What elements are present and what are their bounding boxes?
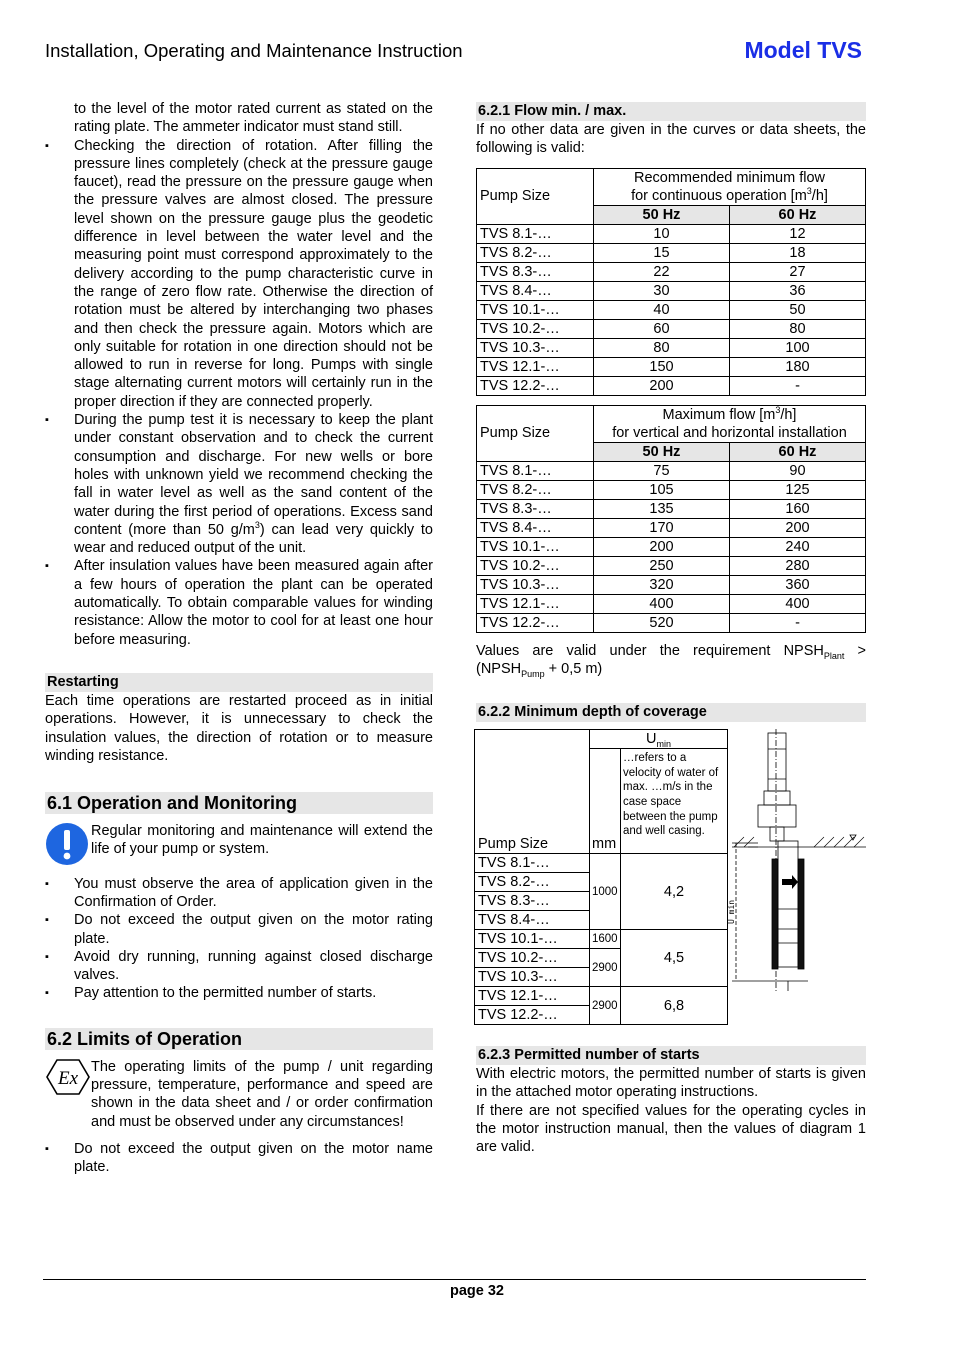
pump-size-cell: TVS 8.2-…	[477, 243, 594, 262]
value-60hz-cell: 200	[729, 518, 865, 537]
title-line-2a: for continuous operation [m	[631, 187, 807, 204]
max-flow-rows	[477, 461, 866, 632]
list-item: ▪ Checking the direction of rotation. After filling the pressure lines completely (check at the pressure gauge faucet), read the pressure on the pressure gauge when the pressure valves are almost closed. The pressure level shown on the pressure gauge plus the geodetic difference in level between the water level and the measuring point must correspond approximately to the delivery according to the pump characteristic curve in the range of zero flow rate. Otherwise the direction of rotation must be altered by interchanging two phases and then check the pressure again. Motors which are only suitable for rotation in one direction should not be allowed to run in reverse for long. Pumps with single stage alternating current motors will certainly run in the proper direction if they are connected properly.	[45, 137, 433, 411]
title-line-1: Recommended minimum flow	[634, 169, 825, 186]
max-flow-table	[476, 405, 866, 633]
min-flow-title	[594, 168, 866, 205]
table-row: TVS 8.2-…	[475, 873, 590, 892]
coverage-heading: 6.2.2 Minimum depth of coverage	[476, 703, 866, 722]
title-sup: 3	[806, 185, 812, 196]
continued-text: to the level of the motor rated current as stated on the rating plate. The ammeter indicator must stand still.	[74, 101, 433, 136]
value-60hz-cell: 160	[729, 499, 865, 518]
title-sup: 3	[775, 404, 781, 415]
value-50hz-cell: 200	[594, 537, 730, 556]
pump-size-cell: TVS 8.3-…	[477, 262, 594, 281]
list-item: ▪ Pay attention to the permitted number of starts.	[45, 984, 433, 1002]
footer-divider	[43, 1279, 866, 1280]
header-60hz: 60 Hz	[729, 205, 865, 224]
list-item: ▪ Do not exceed the output given on the motor rating plate.	[45, 911, 433, 948]
table-row	[477, 281, 866, 300]
table-row	[477, 262, 866, 281]
page-number: page 32	[450, 1283, 504, 1299]
list-item: ▪ Do not exceed the output given on the motor name plate.	[45, 1140, 433, 1177]
monitoring-notice	[45, 822, 433, 859]
table-row	[477, 376, 866, 395]
value-60hz-cell: 180	[729, 357, 865, 376]
mm-value: 1000	[590, 854, 621, 930]
npsh-note	[476, 642, 866, 679]
value-60hz-cell: -	[729, 376, 865, 395]
value-60hz-cell: 400	[729, 594, 865, 613]
velocity-note: …refers to a velocity of water of max. …m/s in the case space between the pump and well casing.	[621, 749, 728, 854]
header-50hz: 50 Hz	[594, 442, 730, 461]
table-row	[477, 461, 866, 480]
mm-value: 2900	[590, 987, 621, 1025]
table-row: TVS 10.3-…	[475, 968, 590, 987]
table-row	[477, 243, 866, 262]
min-flow-rows	[477, 224, 866, 395]
value-50hz-cell: 22	[594, 262, 730, 281]
table-row	[477, 480, 866, 499]
table-row	[477, 556, 866, 575]
table-row: TVS 8.4-…	[475, 911, 590, 930]
right-column	[476, 102, 866, 1157]
speed-value: 4,5	[621, 930, 728, 987]
value-60hz-cell: 50	[729, 300, 865, 319]
coverage-block	[476, 729, 866, 1025]
col-pump-size: Pump Size	[475, 730, 590, 854]
pump-size-cell: TVS 8.4-…	[477, 281, 594, 300]
list-item: ▪ You must observe the area of application given in the Confirmation of Order.	[45, 875, 433, 912]
starts-text-1: With electric motors, the permitted number of starts is given in the attached motor operating instructions.	[476, 1066, 866, 1101]
list-item: ▪ After insulation values have been measured again after a few hours of operation the plant can be operated automatically. To obtain comparable values for winding resistance: Allow the motor to cool for at least one hour before measuring.	[45, 557, 433, 648]
limits-list	[45, 1140, 433, 1177]
pump-size-cell: TVS 8.4-…	[477, 518, 594, 537]
npsh-sub-pump: Pump	[521, 668, 545, 679]
pump-size-cell: TVS 8.1-…	[477, 461, 594, 480]
model-title: Model TVS	[744, 37, 862, 63]
value-50hz-cell: 170	[594, 518, 730, 537]
value-50hz-cell: 30	[594, 281, 730, 300]
pump-size-cell: TVS 10.2-…	[477, 556, 594, 575]
value-50hz-cell: 10	[594, 224, 730, 243]
value-60hz-cell: 360	[729, 575, 865, 594]
value-60hz-cell: 100	[729, 338, 865, 357]
value-50hz-cell: 400	[594, 594, 730, 613]
value-60hz-cell: 240	[729, 537, 865, 556]
pump-size-cell: TVS 10.2-…	[477, 319, 594, 338]
table-row	[477, 357, 866, 376]
u-label: U	[646, 731, 657, 748]
sand-text-a: During the pump test it is necessary to keep the plant under constant observation and to check the current consumption and discharge. For new wells or bore holes with unknown yield we recommend checking the fall in water level as well as the sand content of the water during the first period of operations. Excess sand content (more than 50 g/m	[74, 412, 433, 538]
pump-size-cell: TVS 8.3-…	[477, 499, 594, 518]
npsh-sub-plant: Plant	[823, 650, 845, 661]
table-row	[477, 300, 866, 319]
starts-text-2: If there are not specified values for the operating cycles in the motor instruction manual, then the values of diagram 1 are valid.	[476, 1102, 866, 1156]
value-50hz-cell: 135	[594, 499, 730, 518]
table-row: TVS 10.1-…	[475, 930, 590, 949]
u-sub: min	[656, 739, 671, 750]
value-50hz-cell: 15	[594, 243, 730, 262]
table-row: TVS 8.3-…	[475, 892, 590, 911]
list-item: ▪ Avoid dry running, running against closed discharge valves.	[45, 948, 433, 985]
mm-value: 1600	[590, 930, 621, 949]
pump-size-cell: TVS 10.1-…	[477, 300, 594, 319]
title-line-2b: /h]	[811, 187, 828, 204]
svg-text:Ex: Ex	[57, 1067, 79, 1089]
pump-size-cell: TVS 12.1-…	[477, 357, 594, 376]
ex-explosion-icon	[45, 1058, 91, 1101]
col-pump-size: Pump Size	[477, 168, 594, 224]
u-min-header	[590, 730, 728, 749]
sand-sup: 3	[254, 520, 260, 530]
value-60hz-cell: 125	[729, 480, 865, 499]
table-row: TVS 8.1-…	[475, 854, 590, 873]
limits-notice	[45, 1058, 433, 1131]
value-60hz-cell: 80	[729, 319, 865, 338]
notice-text: The operating limits of the pump / unit regarding pressure, temperature, performance and speed are shown in the data sheet and / or order confirmation and must be observed under any circumstances!	[91, 1058, 433, 1130]
title-line-1a: Maximum flow [m	[662, 406, 776, 423]
header-title: Installation, Operating and Maintenance Instruction	[45, 40, 463, 61]
npsh-a: Values are valid under the requirement NPSH	[476, 642, 824, 659]
mm-header: mm	[590, 749, 621, 854]
max-flow-title	[594, 405, 866, 442]
value-60hz-cell: 280	[729, 556, 865, 575]
table-row	[477, 613, 866, 632]
notice-text: Regular monitoring and maintenance will extend the life of your pump or system.	[91, 823, 433, 858]
table-row: TVS 12.2-…	[475, 1006, 590, 1025]
npsh-c: + 0,5 m)	[544, 660, 603, 677]
table-row	[477, 499, 866, 518]
value-60hz-cell: 27	[729, 262, 865, 281]
header-60hz: 60 Hz	[729, 442, 865, 461]
value-60hz-cell: 90	[729, 461, 865, 480]
speed-value: 4,2	[621, 854, 728, 930]
value-50hz-cell: 520	[594, 613, 730, 632]
restarting-heading: Restarting	[45, 673, 433, 692]
pump-size-cell: TVS 12.1-…	[477, 594, 594, 613]
list-item	[45, 411, 433, 557]
left-column	[45, 100, 433, 1177]
flow-heading: 6.2.1 Flow min. / max.	[476, 102, 866, 121]
speed-value: 6,8	[621, 987, 728, 1025]
exclamation-icon	[45, 822, 89, 871]
pump-size-cell: TVS 10.1-…	[477, 537, 594, 556]
table-row	[477, 224, 866, 243]
u-min-label: U min	[727, 900, 736, 925]
value-60hz-cell: 36	[729, 281, 865, 300]
title-line-2: for vertical and horizontal installation	[612, 424, 847, 441]
coverage-table	[474, 729, 728, 1025]
title-line-1b: /h]	[780, 406, 797, 423]
table-row	[477, 338, 866, 357]
sand-text-b: ) can lead very quickly to wear and reduced output of the unit.	[74, 521, 433, 557]
pump-size-cell: TVS 10.3-…	[477, 575, 594, 594]
section-6-2-heading: 6.2 Limits of Operation	[45, 1028, 433, 1050]
value-50hz-cell: 75	[594, 461, 730, 480]
table-row	[477, 594, 866, 613]
section-6-1-heading: 6.1 Operation and Monitoring	[45, 792, 433, 814]
table-row	[477, 319, 866, 338]
pump-size-cell: TVS 8.1-…	[477, 224, 594, 243]
value-50hz-cell: 80	[594, 338, 730, 357]
pump-size-cell: TVS 12.2-…	[477, 613, 594, 632]
value-50hz-cell: 200	[594, 376, 730, 395]
flow-text: If no other data are given in the curves or data sheets, the following is valid:	[476, 122, 866, 157]
pump-size-cell: TVS 10.3-…	[477, 338, 594, 357]
min-flow-table	[476, 168, 866, 396]
value-60hz-cell: 18	[729, 243, 865, 262]
commissioning-list	[45, 137, 433, 649]
table-row: TVS 12.1-…	[475, 987, 590, 1006]
value-60hz-cell: -	[729, 613, 865, 632]
table-row: TVS 10.2-…	[475, 949, 590, 968]
value-50hz-cell: 250	[594, 556, 730, 575]
starts-heading: 6.2.3 Permitted number of starts	[476, 1046, 866, 1065]
table-row	[477, 537, 866, 556]
monitoring-list	[45, 875, 433, 1003]
npsh-b: > (NPSH	[476, 642, 866, 677]
table-row	[477, 518, 866, 537]
value-50hz-cell: 320	[594, 575, 730, 594]
value-50hz-cell: 60	[594, 319, 730, 338]
header-50hz: 50 Hz	[594, 205, 730, 224]
table-row	[477, 575, 866, 594]
mm-value: 2900	[590, 949, 621, 987]
pump-size-cell: TVS 8.2-…	[477, 480, 594, 499]
restarting-text: Each time operations are restarted proceed as in initial operations. However, it is unnecessary to check the insulation values, the direction of rotation or to measure winding resistance.	[45, 692, 433, 764]
value-50hz-cell: 40	[594, 300, 730, 319]
value-50hz-cell: 150	[594, 357, 730, 376]
pump-diagram	[728, 729, 868, 995]
col-pump-size: Pump Size	[477, 405, 594, 461]
value-50hz-cell: 105	[594, 480, 730, 499]
value-60hz-cell: 12	[729, 224, 865, 243]
pump-size-cell: TVS 12.2-…	[477, 376, 594, 395]
